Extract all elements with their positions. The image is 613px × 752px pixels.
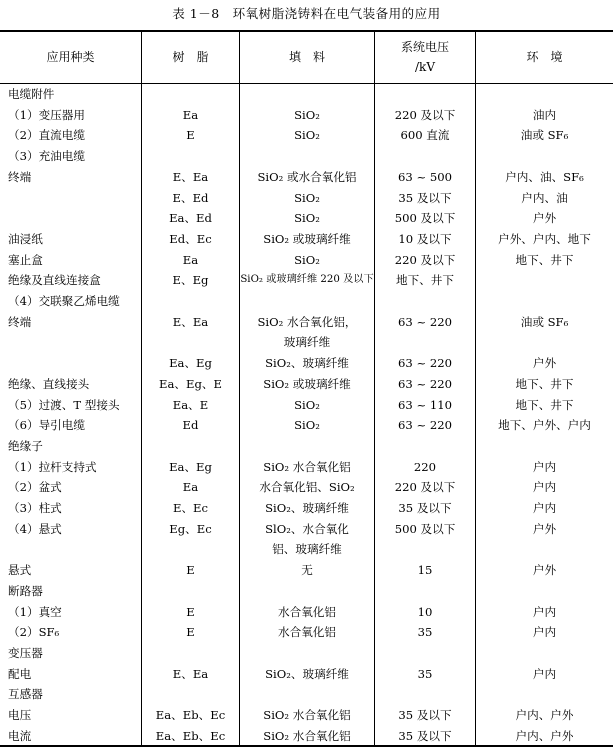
- cell-resin: Ed: [182, 418, 199, 433]
- cell-voltage: 500 及以下: [394, 521, 456, 536]
- cell-application: （1）拉杆支持式: [8, 459, 97, 474]
- cell-voltage: 35 及以下: [398, 728, 452, 743]
- cell-filler: SiO₂: [294, 418, 320, 433]
- cell-voltage: 35 及以下: [398, 501, 452, 515]
- cell-application: 互感器: [8, 687, 43, 702]
- cell-resin: Ea、Eg、E: [159, 376, 222, 391]
- cell-application: 绝缘子: [8, 438, 43, 453]
- cell-environment: [476, 684, 613, 705]
- cell-filler: [240, 436, 374, 457]
- cell-application: （2）盆式: [8, 480, 62, 495]
- cell-voltage: 220 及以下: [394, 480, 456, 495]
- cell-environment: [476, 643, 613, 664]
- cell-filler: [240, 643, 374, 664]
- cell-environment: 户内: [532, 625, 557, 640]
- header-resin: 树 脂: [172, 50, 209, 64]
- cell-filler: SiO₂: [294, 211, 320, 226]
- cell-filler: SiO₂: [294, 252, 320, 267]
- cell-application: （2）直流电缆: [8, 128, 85, 143]
- cell-voltage: [375, 84, 475, 105]
- cell-application: 绝缘、直线接头: [8, 376, 90, 391]
- cell-resin: [142, 84, 239, 105]
- cell-environment: 地下、户外、户内: [498, 418, 591, 433]
- cell-filler: 铝、玻璃纤维: [272, 542, 342, 557]
- cell-resin: E: [186, 563, 195, 578]
- cell-voltage: [375, 332, 475, 353]
- cell-filler: [240, 291, 374, 312]
- cell-voltage: 220 及以下: [394, 107, 456, 122]
- cell-application: 电压: [8, 708, 32, 722]
- cell-resin: E、Ed: [172, 190, 209, 205]
- cell-filler: [240, 684, 374, 705]
- cell-application: 悬式: [8, 563, 32, 578]
- cell-environment: [476, 84, 613, 105]
- cell-application: 断路器: [8, 583, 43, 598]
- cell-resin: E: [186, 604, 195, 619]
- cell-application: （5）过渡、T 型接头: [8, 397, 120, 412]
- cell-application: （3）柱式: [8, 501, 62, 515]
- cell-resin: [142, 436, 239, 457]
- cell-resin: E、Ea: [172, 314, 209, 329]
- cell-application: 电流: [8, 728, 32, 743]
- cell-application: （1）变压器用: [8, 107, 85, 122]
- cell-environment: [476, 291, 613, 312]
- cell-filler: SiO₂ 或玻璃纤维 220 及以下: [240, 274, 374, 286]
- cell-resin: [142, 581, 239, 602]
- cell-voltage: 35 及以下: [398, 708, 452, 722]
- cell-filler: 水合氧化铝、SiO₂: [259, 480, 355, 495]
- cell-voltage: 63 ~ 220: [398, 418, 452, 433]
- cell-voltage: 10 及以下: [398, 231, 452, 246]
- cell-environment: 户内、户外: [515, 708, 574, 722]
- cell-voltage: [375, 643, 475, 664]
- cell-application: （4）悬式: [8, 521, 62, 536]
- header-environment: 环 境: [526, 50, 563, 64]
- cell-voltage: 35: [417, 625, 433, 640]
- cell-environment: 地下、井下: [515, 376, 574, 391]
- cell-voltage: 35 及以下: [398, 190, 452, 205]
- cell-resin: [142, 684, 239, 705]
- cell-environment: 户内、油: [521, 190, 568, 205]
- cell-environment: 户外: [532, 521, 557, 536]
- cell-environment: 户外: [532, 563, 557, 578]
- cell-environment: 户外: [532, 211, 557, 226]
- cell-voltage: 220 及以下: [394, 252, 456, 267]
- cell-resin: [142, 332, 239, 353]
- cell-environment: [476, 270, 613, 291]
- cell-resin: Eg、Ec: [169, 521, 212, 536]
- header-filler: 填 料: [288, 50, 325, 64]
- cell-voltage: [375, 684, 475, 705]
- cell-voltage: 220: [413, 459, 437, 474]
- cell-voltage: 10: [417, 604, 433, 619]
- cell-environment: [476, 146, 613, 167]
- cell-filler: SiO₂、玻璃纤维: [265, 666, 349, 681]
- cell-voltage: 63 ~ 220: [398, 356, 452, 371]
- cell-environment: 油或 SF₆: [520, 314, 569, 329]
- cell-environment: [476, 332, 613, 353]
- cell-resin: Ea、Eb、Ec: [155, 728, 226, 743]
- cell-voltage: [375, 581, 475, 602]
- cell-application: 配电: [8, 666, 32, 681]
- cell-resin: Ea: [182, 252, 199, 267]
- cell-resin: Ea: [182, 480, 199, 495]
- cell-application: （3）充油电缆: [8, 149, 85, 164]
- cell-environment: 户内: [532, 459, 557, 474]
- cell-resin: Ea、E: [172, 397, 209, 412]
- cell-filler: SiO₂ 水合氧化铝，: [257, 314, 357, 329]
- cell-voltage: 63 ~ 220: [398, 314, 452, 329]
- cell-environment: [476, 581, 613, 602]
- cell-filler: 水合氧化铝: [278, 625, 336, 640]
- cell-environment: 户内、户外: [515, 728, 574, 743]
- cell-voltage: 35: [417, 666, 433, 681]
- cell-voltage: 15: [417, 563, 433, 578]
- cell-application: （4）交联聚乙烯电缆: [8, 294, 120, 308]
- cell-environment: 油内: [532, 107, 557, 122]
- cell-filler: [240, 146, 374, 167]
- cell-resin: Ea、Eg: [169, 459, 212, 474]
- cell-resin: Ea、Eg: [169, 356, 212, 371]
- cell-filler: [240, 581, 374, 602]
- cell-environment: 地下、井下: [515, 252, 574, 267]
- table-caption: 表 1－8 环氧树脂浇铸料在电气装备用的应用: [172, 6, 441, 21]
- cell-filler: SiO₂ 或玻璃纤维: [263, 231, 351, 246]
- cell-voltage: [375, 146, 475, 167]
- cell-filler: SiO₂ 或玻璃纤维: [263, 376, 351, 391]
- cell-environment: 户外: [532, 356, 557, 371]
- cell-environment: 户内: [532, 480, 557, 495]
- cell-filler: SiO₂ 水合氧化铝: [263, 708, 351, 722]
- cell-voltage: 600 直流: [400, 128, 450, 143]
- cell-resin: E: [186, 625, 195, 640]
- cell-resin: Ea、Ed: [169, 211, 212, 226]
- header-voltage-line2: /kV: [415, 60, 435, 74]
- cell-application: 绝缘及直线连接盒: [8, 273, 101, 288]
- cell-filler: SiO₂、玻璃纤维: [265, 356, 349, 371]
- cell-filler: SiO₂: [294, 190, 320, 205]
- cell-application: 塞止盒: [8, 252, 43, 267]
- cell-filler: SiO₂: [294, 128, 320, 143]
- cell-resin: E: [186, 128, 195, 143]
- cell-filler: 水合氧化铝: [278, 604, 336, 619]
- cell-voltage: 63 ~ 220: [398, 376, 452, 391]
- cell-application: 终端: [8, 314, 32, 329]
- cell-voltage: [375, 291, 475, 312]
- cell-filler: SiO₂: [294, 397, 320, 412]
- cell-resin: [142, 146, 239, 167]
- cell-resin: Ed、Ec: [169, 231, 212, 246]
- cell-voltage: 500 及以下: [394, 211, 456, 226]
- cell-environment: [476, 539, 613, 560]
- cell-filler: SiO₂: [294, 107, 320, 122]
- cell-resin: [142, 291, 239, 312]
- cell-filler: SiO₂ 或水合氧化铝: [257, 169, 357, 184]
- cell-resin: Ea、Eb、Ec: [155, 708, 226, 722]
- cell-environment: 户内: [532, 666, 557, 681]
- cell-resin: [142, 539, 239, 560]
- cell-resin: E、Ea: [172, 666, 209, 681]
- cell-application: 终端: [8, 169, 32, 184]
- cell-resin: [142, 643, 239, 664]
- cell-resin: E、Ec: [172, 501, 208, 515]
- cell-filler: 无: [301, 563, 313, 578]
- cell-application: 油浸纸: [8, 231, 43, 246]
- cell-resin: Ea: [182, 107, 199, 122]
- cell-resin: E、Eg: [172, 273, 209, 288]
- cell-application: 电缆附件: [8, 87, 55, 101]
- cell-resin: E、Ea: [172, 169, 209, 184]
- cell-voltage: 63 ~ 110: [398, 397, 452, 412]
- cell-filler: SlO₂、水合氧化: [265, 521, 349, 536]
- cell-filler: SiO₂ 水合氧化铝: [263, 728, 351, 743]
- header-voltage-line1: 系统电压: [400, 40, 449, 54]
- cell-environment: 户内、油、SF₆: [505, 169, 584, 184]
- cell-voltage: [375, 539, 475, 560]
- cell-filler: SiO₂ 水合氧化铝: [263, 459, 351, 474]
- cell-filler: SiO₂、玻璃纤维: [265, 501, 349, 515]
- cell-voltage: [375, 436, 475, 457]
- top-rule: [0, 30, 613, 32]
- cell-filler: 玻璃纤维: [283, 335, 331, 350]
- cell-environment: 油或 SF₆: [520, 128, 569, 143]
- cell-environment: 户内: [532, 604, 557, 619]
- cell-environment: 户外、户内、地下: [498, 231, 591, 246]
- cell-environment: [476, 436, 613, 457]
- cell-environment: 户内: [532, 501, 557, 515]
- cell-application: （2）SF₆: [8, 625, 60, 640]
- cell-application: 变压器: [8, 645, 43, 660]
- cell-application: （1）真空: [8, 604, 62, 619]
- cell-voltage: 地下、井下: [396, 273, 454, 288]
- header-application: 应用种类: [46, 50, 95, 64]
- cell-environment: 地下、井下: [515, 397, 574, 412]
- cell-filler: [240, 84, 374, 105]
- cell-voltage: 63 ~ 500: [398, 169, 452, 184]
- cell-application: （6）导引电缆: [8, 418, 85, 433]
